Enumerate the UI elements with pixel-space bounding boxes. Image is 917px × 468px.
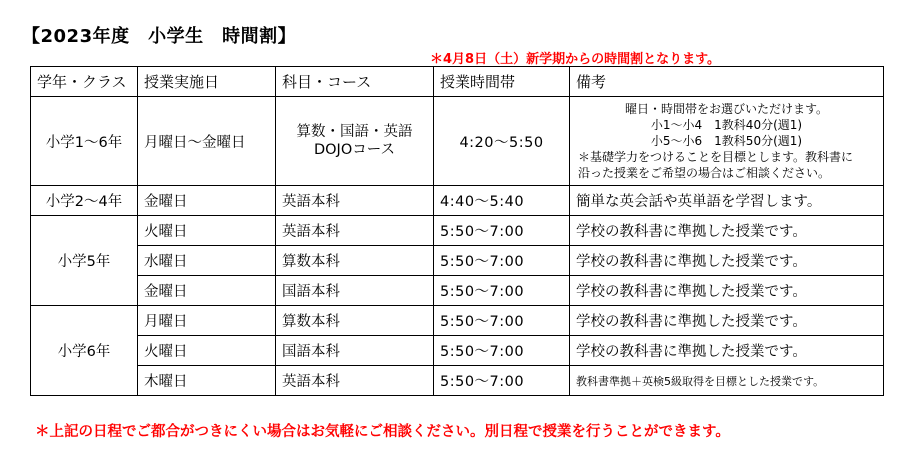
subject-cell: 国語本科 [276, 276, 434, 306]
header-grade: 学年・クラス [31, 67, 138, 97]
remarks-line: 小5～小6 1教科50分(週1) [650, 134, 803, 148]
day-cell: 水曜日 [138, 246, 276, 276]
table-row [31, 216, 884, 246]
header-day: 授業実施日 [138, 67, 276, 97]
day-cell: 月曜日～金曜日 [138, 97, 276, 186]
day-cell: 月曜日 [138, 306, 276, 336]
day-cell: 木曜日 [138, 366, 276, 396]
grade-cell: 小学1～6年 [31, 97, 138, 186]
subject-cell [276, 97, 434, 186]
grade-cell: 小学6年 [31, 306, 138, 396]
table-row [31, 336, 884, 366]
header-remarks: 備考 [570, 67, 884, 97]
time-cell: 4:40～5:40 [434, 186, 570, 216]
header-row [31, 67, 884, 97]
time-cell: 5:50～7:00 [434, 366, 570, 396]
subject-cell: 英語本科 [276, 216, 434, 246]
table-row [31, 97, 884, 186]
subject-cell: 算数本科 [276, 306, 434, 336]
day-cell: 金曜日 [138, 276, 276, 306]
remarks-line: ＊基礎学力をつけることを目標とします。教科書に [578, 150, 854, 164]
table-row [31, 366, 884, 396]
table-row [31, 186, 884, 216]
remarks-cell [570, 97, 884, 186]
time-cell: 5:50～7:00 [434, 276, 570, 306]
time-cell: 4:20～5:50 [434, 97, 570, 186]
time-cell: 5:50～7:00 [434, 336, 570, 366]
table-row [31, 306, 884, 336]
day-cell: 火曜日 [138, 336, 276, 366]
table-row [31, 276, 884, 306]
remarks-line: 沿った授業をご希望の場合はご相談ください。 [578, 166, 831, 180]
day-cell: 金曜日 [138, 186, 276, 216]
grade-cell: 小学2～4年 [31, 186, 138, 216]
grade-cell: 小学5年 [31, 216, 138, 306]
subject-cell: 英語本科 [276, 366, 434, 396]
page-title: 【2023年度 小学生 時間割】 [22, 26, 297, 47]
time-cell: 5:50～7:00 [434, 306, 570, 336]
consultation-note: ＊上記の日程でご都合がつきにくい場合はお気軽にご相談ください。別日程で授業を行うことができます。 [35, 424, 730, 440]
subject-line: 算数・国語・英語 [296, 124, 413, 140]
remarks-cell: 教科書準拠＋英検5級取得を目標とした授業です。 [570, 366, 884, 396]
subject-cell: 国語本科 [276, 336, 434, 366]
schedule-table [30, 66, 884, 396]
subject-line: DOJOコース [313, 142, 396, 158]
term-start-note: ＊4月8日（土）新学期からの時間割となります。 [430, 52, 721, 67]
remarks-cell: 学校の教科書に準拠した授業です。 [570, 246, 884, 276]
remarks-line: 小1～小4 1教科40分(週1) [650, 118, 803, 132]
time-cell: 5:50～7:00 [434, 216, 570, 246]
remarks-cell: 学校の教科書に準拠した授業です。 [570, 216, 884, 246]
subject-cell: 算数本科 [276, 246, 434, 276]
remarks-cell: 学校の教科書に準拠した授業です。 [570, 276, 884, 306]
remarks-line: 曜日・時間帯をお選びいただけます。 [624, 102, 829, 116]
remarks-cell: 学校の教科書に準拠した授業です。 [570, 336, 884, 366]
remarks-cell: 学校の教科書に準拠した授業です。 [570, 306, 884, 336]
table-row [31, 246, 884, 276]
header-subject: 科目・コース [276, 67, 434, 97]
time-cell: 5:50～7:00 [434, 246, 570, 276]
remarks-cell: 簡単な英会話や英単語を学習します。 [570, 186, 884, 216]
day-cell: 火曜日 [138, 216, 276, 246]
header-time: 授業時間帯 [434, 67, 570, 97]
subject-cell: 英語本科 [276, 186, 434, 216]
